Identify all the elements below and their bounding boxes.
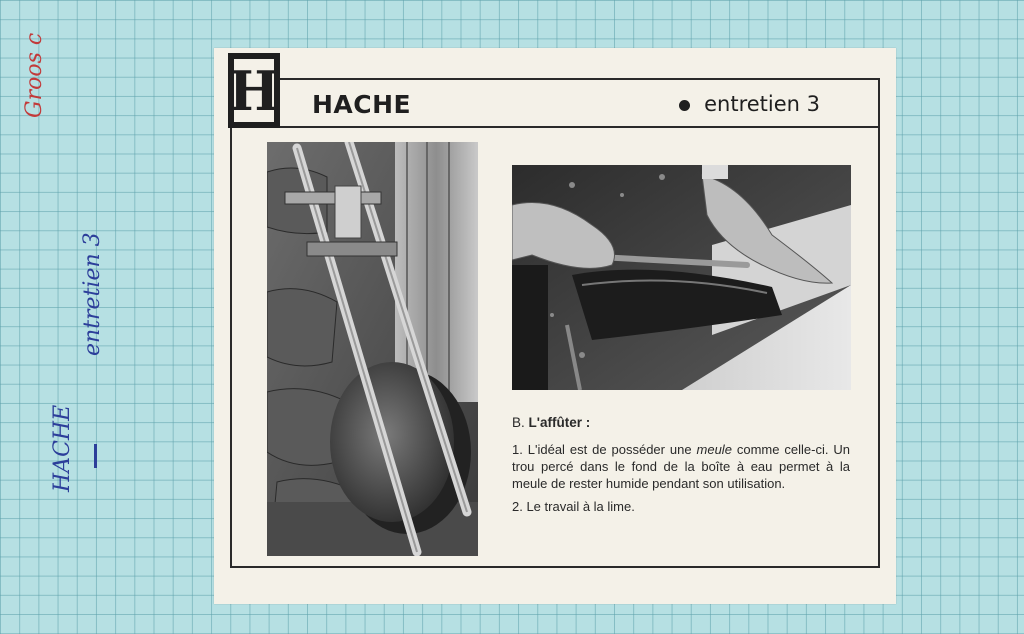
handwritten-red-note: Groos c [22,32,47,118]
handwritten-hache-note: HACHE [50,404,75,492]
filing-photo [512,165,851,390]
handwritten-dash-mark [94,444,97,468]
grindstone-photo [267,142,478,556]
handwritten-entretien-note: entretien 3 [80,232,105,356]
bullet-icon [679,100,690,111]
instructions-text [512,414,850,521]
instruction-step-2: 2. Le travail à la lime. [512,499,635,514]
instruction-step-1: 1. L'idéal est de posséder une meule comme celle-ci. Un trou percé dans le fond de la boîte à eau permet à la meule de rester humide pendant son utilisation. [512,442,850,491]
category-letter: H [228,58,280,123]
section-heading: B. L'affûter : [512,415,591,430]
card-subtitle: entretien 3 [679,92,820,116]
card-title: HACHE [312,90,412,119]
printed-card [214,48,896,604]
category-letter-box [228,53,280,128]
